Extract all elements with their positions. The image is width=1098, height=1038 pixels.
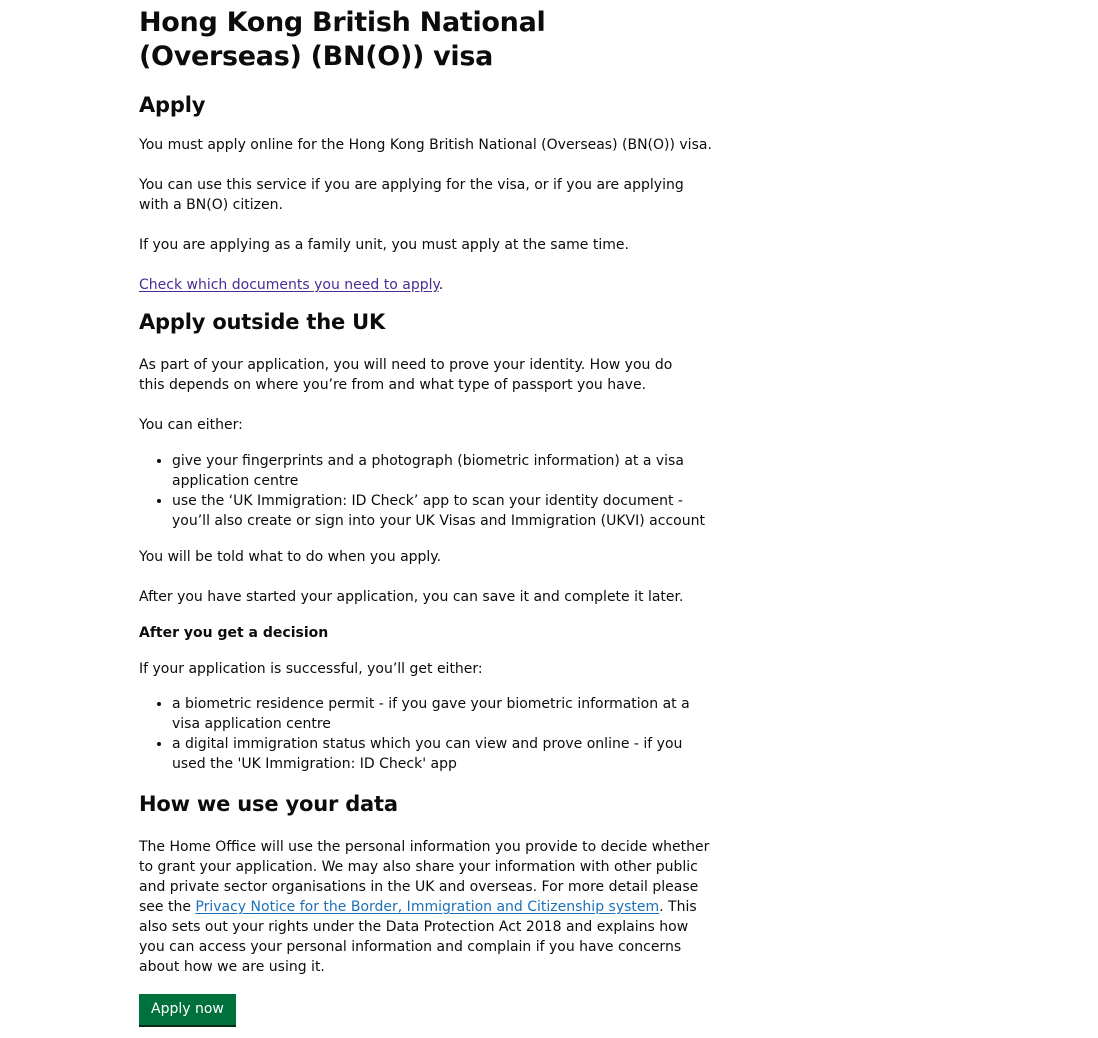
outside-uk-paragraph-4: After you have started your application, you can save it and complete it later. (139, 589, 684, 605)
how-we-use-data-heading: How we use your data (139, 792, 398, 816)
identity-options-list (139, 451, 714, 531)
list-item: • give your fingerprints and a photograph (biometric information) at a visa application centre (172, 451, 714, 491)
decision-options-list (139, 694, 714, 774)
data-use-text-after: . This also sets out your rights under the Data Protection Act 2018 and explains how you can access your personal information and complain if you have concerns about how we are using it. (139, 899, 697, 975)
decision-paragraph-1: If your application is successful, you’ll get either: (139, 661, 483, 677)
list-item: • a biometric residence permit - if you gave your biometric information at a visa application centre (172, 694, 714, 734)
apply-outside-uk-heading: Apply outside the UK (139, 310, 386, 334)
outside-uk-paragraph-3: You will be told what to do when you apply. (139, 549, 442, 565)
documents-paragraph (139, 275, 714, 295)
check-documents-link[interactable]: Check which documents you need to apply (139, 277, 439, 293)
apply-paragraph-1: You must apply online for the Hong Kong British National (Overseas) (BN(O)) visa. (139, 137, 712, 153)
apply-heading: Apply (139, 93, 206, 117)
apply-paragraph-3: If you are applying as a family unit, you must apply at the same time. (139, 237, 629, 253)
privacy-notice-link[interactable]: Privacy Notice for the Border, Immigration and Citizenship system (195, 899, 660, 915)
apply-now-button[interactable]: Apply now (139, 994, 236, 1025)
page-title: Hong Kong British National (Overseas) (BN(O)) visa (139, 7, 546, 72)
list-item: • a digital immigration status which you can view and prove online - if you used the 'UK Immigration: ID Check' app (172, 734, 714, 774)
data-use-paragraph (139, 837, 711, 977)
after-decision-heading: After you get a decision (139, 625, 329, 641)
outside-uk-paragraph-1: As part of your application, you will need to prove your identity. How you do this depends on where you’re from and what type of passport you have. (139, 357, 673, 393)
list-item: • use the ‘UK Immigration: ID Check’ app to scan your identity document - you’ll also create or sign into your UK Visas and Immigration (UKVI) account (172, 491, 714, 531)
apply-paragraph-2: You can use this service if you are applying for the visa, or if you are applying with a BN(O) citizen. (139, 177, 684, 213)
outside-uk-paragraph-2: You can either: (139, 417, 243, 433)
data-use-text-before: The Home Office will use the personal information you provide to decide whether to grant your application. We may also share your information with other public and private sector organisations in the UK and overseas. For more detail please see the (139, 839, 710, 915)
documents-link-suffix: . (438, 277, 444, 293)
